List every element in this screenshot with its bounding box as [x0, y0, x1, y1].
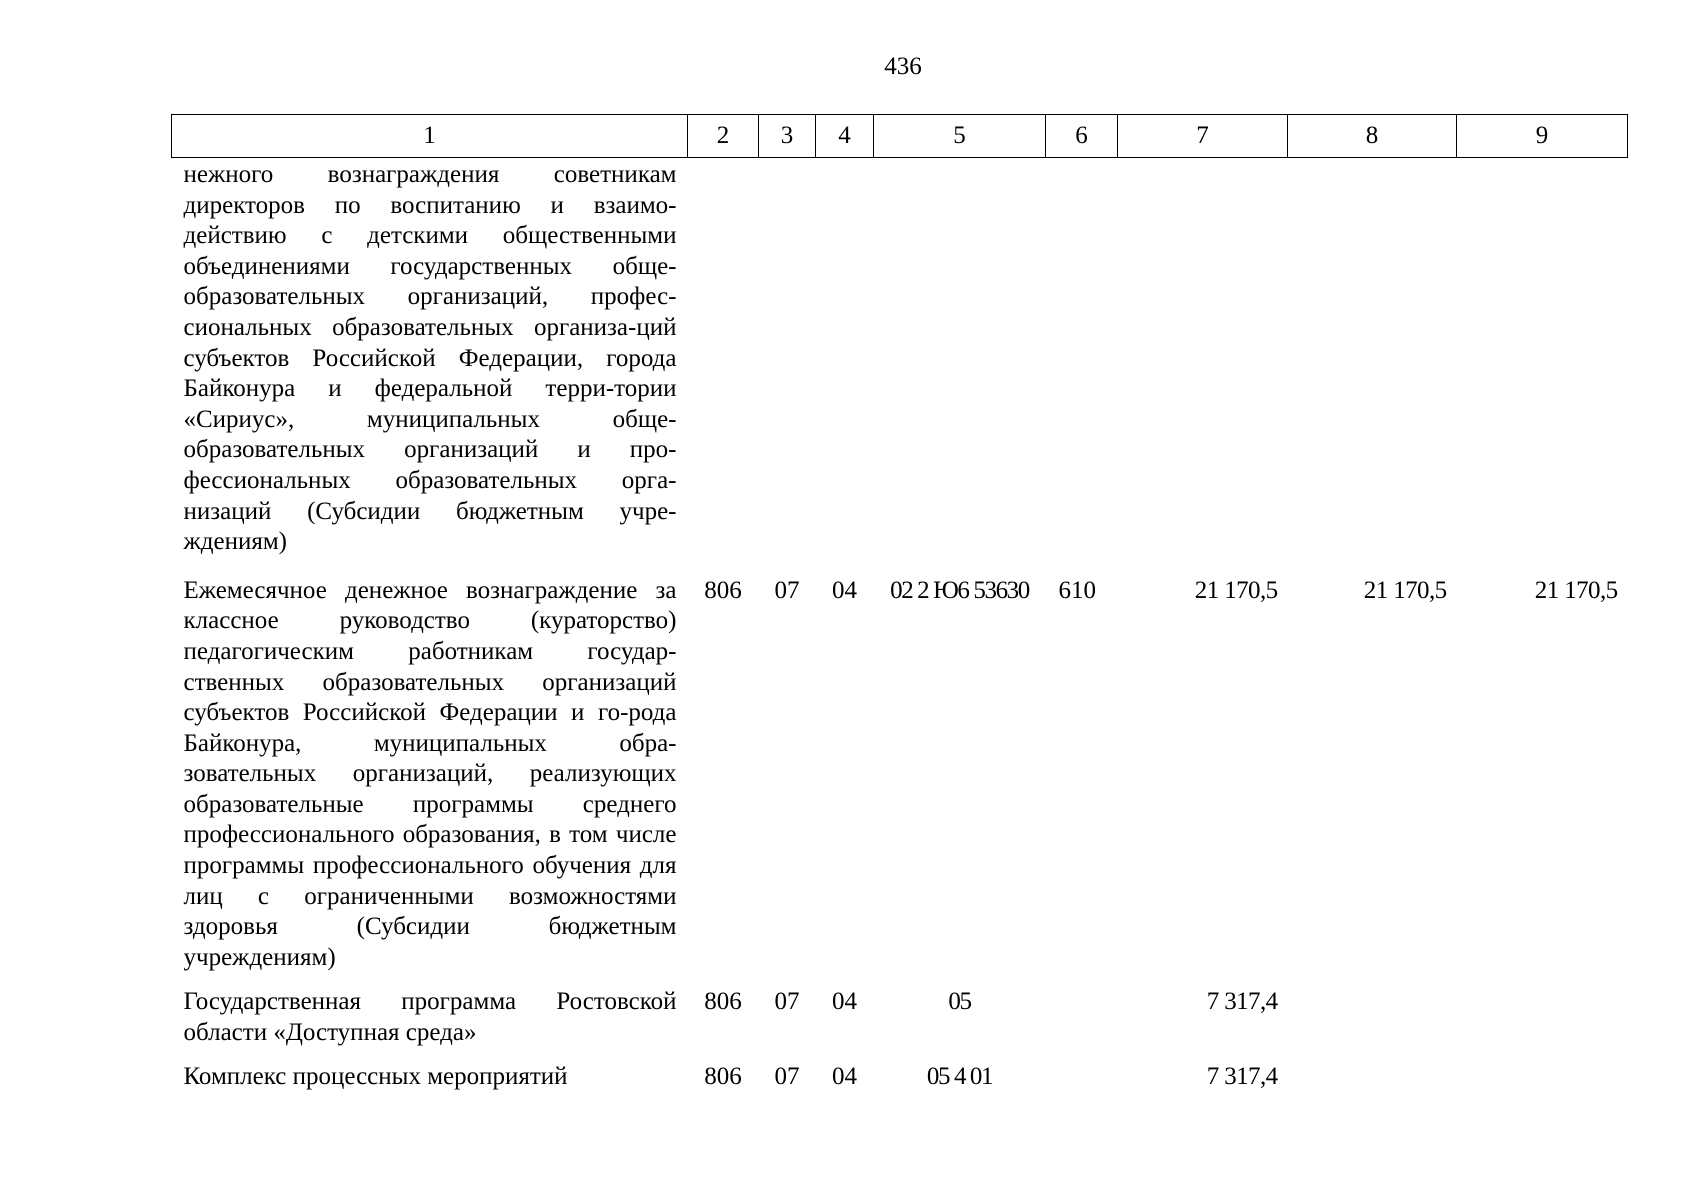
row-subsection: 04 — [832, 576, 857, 604]
row-sum-year-3 — [1457, 158, 1628, 576]
table-row — [172, 1062, 1628, 1093]
row-target-article — [874, 158, 1046, 576]
header-col-9: 9 — [1457, 115, 1628, 158]
row-sum-year-1 — [1118, 158, 1288, 576]
row-description: Комплекс процессных мероприятий — [183, 1062, 568, 1090]
row-section: 07 — [774, 1062, 800, 1090]
header-col-6: 6 — [1046, 115, 1118, 158]
row-expense-type: 610 — [1058, 576, 1096, 604]
row-section: 07 — [774, 576, 800, 604]
row-sum-year-1: 7 317,4 — [1206, 1062, 1278, 1090]
row-section: 07 — [774, 988, 800, 1016]
row-description: Ежемесячное денежное вознаграждение за классное руководство (кураторство) педагогическим работникам государ-ственных образовательных организаций субъектов Российской Федерации и го-рода Байконура, муниципальных обра-зовательных организаций, реализующих образовательные программы среднего профессионального образования, в том числе программы профессионального обучения для лиц с ограниченными возможностями здоровья (Субсидии бюджетным учреждениям) — [183, 576, 677, 971]
table-header — [172, 115, 1628, 158]
row-sum-year-3: 21 170,5 — [1534, 576, 1618, 604]
header-col-2: 2 — [688, 115, 759, 158]
row-sum-year-2 — [1288, 1062, 1457, 1093]
row-grbs: 806 — [704, 576, 742, 604]
header-col-7: 7 — [1118, 115, 1288, 158]
table-row — [172, 158, 1628, 576]
row-expense-type — [1046, 987, 1118, 1061]
row-sum-year-3 — [1457, 1062, 1628, 1093]
table-row — [172, 987, 1628, 1061]
row-expense-type — [1046, 1062, 1118, 1093]
row-target-article: 02 2 Ю6 53630 — [890, 576, 1029, 604]
row-sum-year-1: 21 170,5 — [1194, 576, 1278, 604]
row-target-article: 05 4 01 — [926, 1062, 993, 1090]
row-target-article: 05 — [948, 988, 971, 1016]
row-description: Государственная программа Ростовской области «Доступная среда» — [183, 988, 677, 1047]
row-sum-year-2 — [1288, 987, 1457, 1061]
row-section — [759, 158, 816, 576]
row-grbs: 806 — [704, 1062, 742, 1090]
row-subsection: 04 — [832, 988, 857, 1016]
table-row — [172, 576, 1628, 988]
header-col-5: 5 — [874, 115, 1046, 158]
row-description: нежного вознаграждения советникам директоров по воспитанию и взаимо-действию с детскими общественными объединениями государственных обще-образовательных организаций, профес-сиональных образовательных организа-ций субъектов Российской Федерации, города Байконура и федеральной терри-тории «Сириус», муниципальных обще-образовательных организаций и про-фессиональных образовательных орга-низаций (Субсидии бюджетным учре-ждениям) — [183, 161, 677, 556]
row-grbs: 806 — [704, 988, 742, 1016]
header-col-1: 1 — [172, 115, 688, 158]
row-sum-year-3 — [1457, 987, 1628, 1061]
header-col-4: 4 — [816, 115, 874, 158]
row-sum-year-2 — [1288, 158, 1457, 576]
page-number: 436 — [884, 53, 922, 80]
header-col-3: 3 — [759, 115, 816, 158]
header-col-8: 8 — [1288, 115, 1457, 158]
budget-table — [171, 114, 1628, 1092]
row-subsection — [816, 158, 874, 576]
row-sum-year-2: 21 170,5 — [1363, 576, 1447, 604]
row-expense-type — [1046, 158, 1118, 576]
header-row — [172, 115, 1628, 158]
row-sum-year-1: 7 317,4 — [1206, 988, 1278, 1016]
row-grbs — [688, 158, 759, 576]
row-subsection: 04 — [832, 1062, 857, 1090]
table-body — [172, 158, 1628, 1093]
